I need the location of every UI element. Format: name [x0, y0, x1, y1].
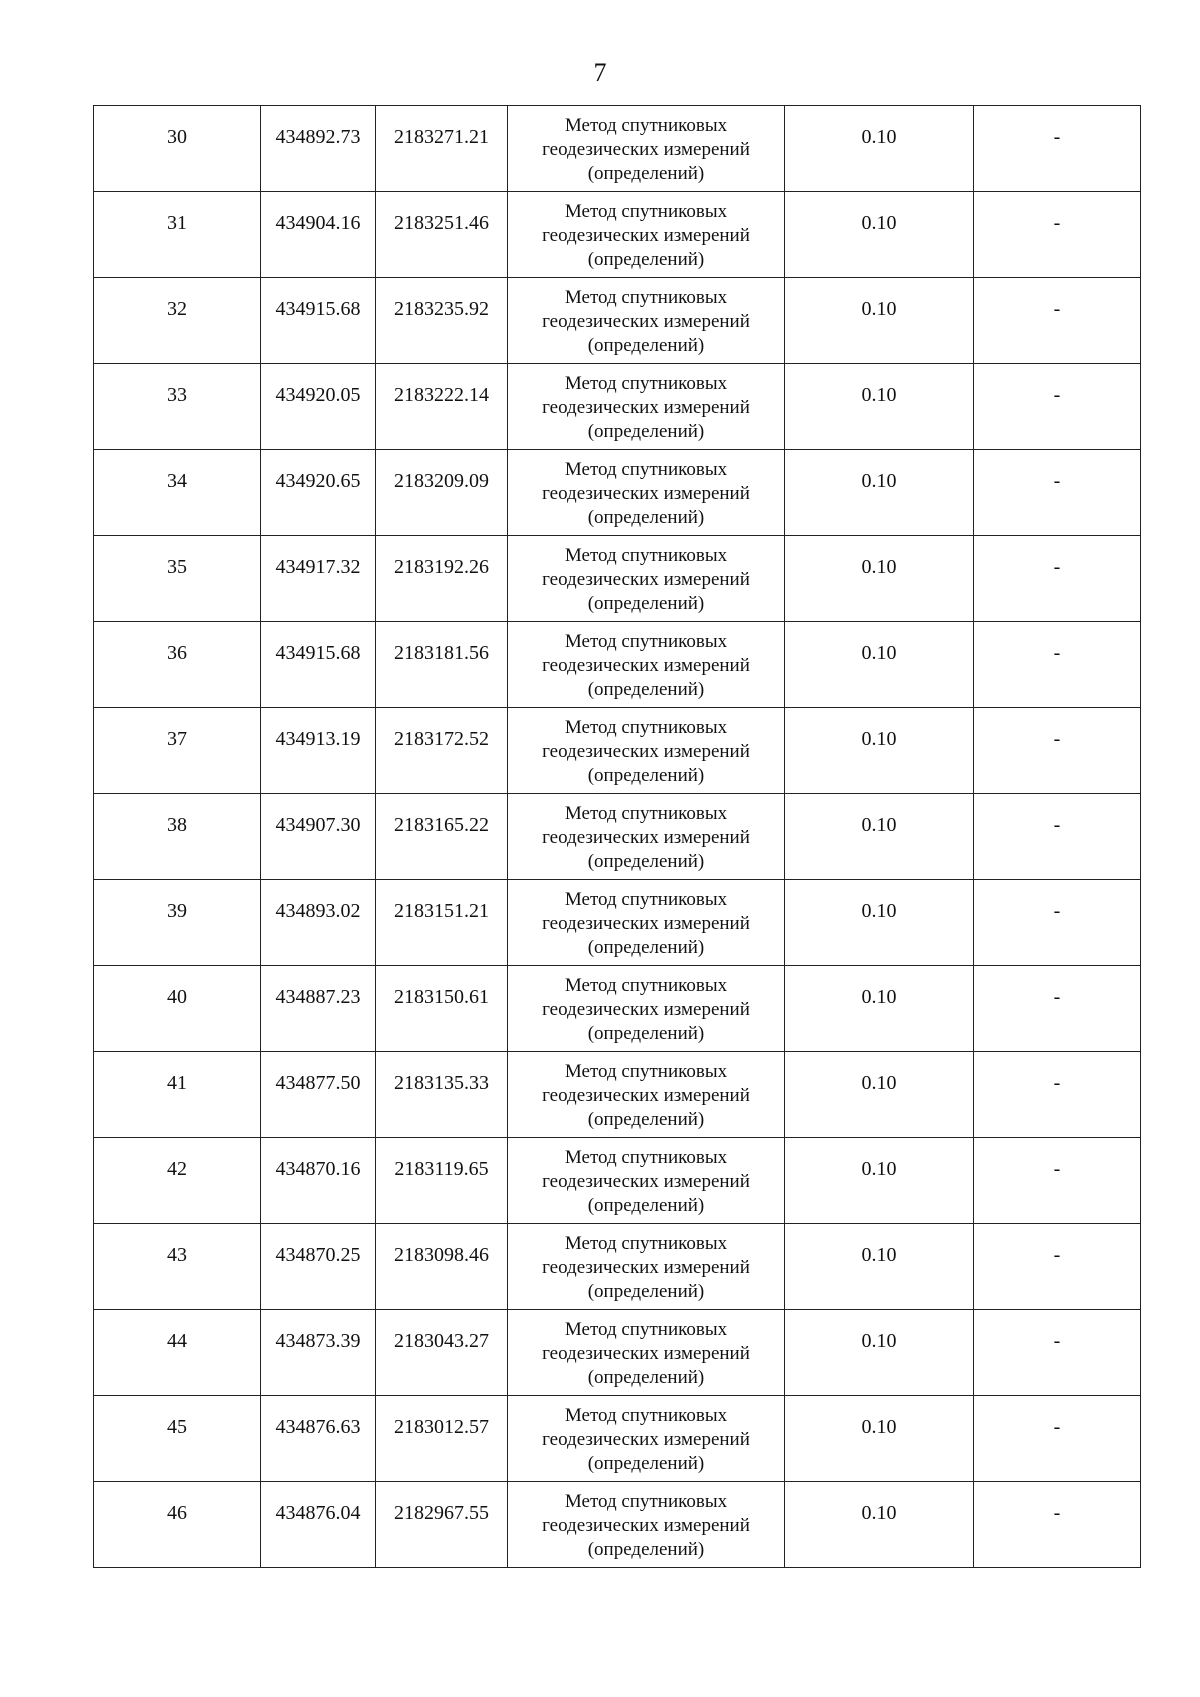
method-line: Метод спутниковых [564, 1146, 728, 1168]
point-number-cell-text: 46 [167, 1501, 187, 1524]
point-number-cell [94, 278, 261, 364]
coordinate-x-cell-text: 434893.02 [275, 899, 361, 922]
table-row [94, 1138, 1141, 1224]
note-cell [974, 192, 1141, 278]
note-cell [974, 278, 1141, 364]
coordinate-x-cell-text: 434877.50 [275, 1071, 361, 1094]
accuracy-cell-text: 0.10 [861, 1501, 897, 1524]
method-cell [508, 794, 785, 880]
coordinate-y-cell [376, 1052, 508, 1138]
coordinate-x-cell [261, 450, 376, 536]
method-line: геодезических измерений [542, 826, 750, 848]
note-cell-text: - [1053, 125, 1061, 148]
method-cell [508, 1396, 785, 1482]
method-cell [508, 880, 785, 966]
accuracy-cell [785, 450, 974, 536]
coordinate-y-cell-text: 2183222.14 [394, 383, 489, 406]
coordinate-y-cell-text: 2183098.46 [394, 1243, 489, 1266]
coordinate-x-cell-text: 434870.25 [275, 1243, 361, 1266]
method-line: Метод спутниковых [564, 544, 728, 566]
point-number-cell-text: 39 [167, 899, 187, 922]
note-cell-text: - [1053, 899, 1061, 922]
page-number: 7 [593, 58, 607, 87]
method-line: (определений) [587, 678, 705, 700]
note-cell-text: - [1053, 1415, 1061, 1438]
coordinate-x-cell-text: 434887.23 [275, 985, 361, 1008]
accuracy-cell [785, 536, 974, 622]
table-row [94, 1396, 1141, 1482]
point-number-cell-text: 42 [167, 1157, 187, 1180]
method-line: геодезических измерений [542, 1084, 750, 1106]
coordinate-x-cell [261, 1224, 376, 1310]
coordinate-y-cell-text: 2183151.21 [394, 899, 489, 922]
coordinate-x-cell-text: 434892.73 [275, 125, 361, 148]
accuracy-cell-text: 0.10 [861, 727, 897, 750]
table-row [94, 794, 1141, 880]
coordinate-y-cell-text: 2183119.65 [394, 1157, 489, 1180]
coordinate-x-cell [261, 880, 376, 966]
point-number-cell-text: 30 [167, 125, 187, 148]
table-row [94, 364, 1141, 450]
point-number-cell-text: 38 [167, 813, 187, 836]
note-cell [974, 708, 1141, 794]
coordinate-y-cell [376, 536, 508, 622]
table-row [94, 1052, 1141, 1138]
table-row [94, 536, 1141, 622]
method-line: (определений) [587, 1452, 705, 1474]
point-number-cell [94, 1224, 261, 1310]
accuracy-cell [785, 1482, 974, 1568]
method-cell [508, 106, 785, 192]
coordinate-y-cell [376, 1310, 508, 1396]
coordinate-x-cell-text: 434873.39 [275, 1329, 361, 1352]
method-line: геодезических измерений [542, 1428, 750, 1450]
point-number-cell-text: 35 [167, 555, 187, 578]
coordinate-y-cell [376, 450, 508, 536]
method-line: Метод спутниковых [564, 372, 728, 394]
coordinate-x-cell [261, 1138, 376, 1224]
method-line: геодезических измерений [542, 482, 750, 504]
method-line: (определений) [587, 420, 705, 442]
method-line: геодезических измерений [542, 224, 750, 246]
coordinate-y-cell-text: 2183271.21 [394, 125, 489, 148]
note-cell-text: - [1053, 727, 1061, 750]
table-row [94, 450, 1141, 536]
accuracy-cell [785, 794, 974, 880]
point-number-cell [94, 1482, 261, 1568]
point-number-cell [94, 450, 261, 536]
coordinate-y-cell-text: 2183209.09 [394, 469, 489, 492]
coordinate-x-cell-text: 434920.65 [275, 469, 361, 492]
coordinate-y-cell [376, 1138, 508, 1224]
method-line: геодезических измерений [542, 396, 750, 418]
method-cell [508, 1138, 785, 1224]
method-line: Метод спутниковых [564, 974, 728, 996]
table-row [94, 1310, 1141, 1396]
accuracy-cell-text: 0.10 [861, 813, 897, 836]
accuracy-cell [785, 278, 974, 364]
note-cell-text: - [1053, 1501, 1061, 1524]
note-cell-text: - [1053, 641, 1061, 664]
point-number-cell-text: 44 [167, 1329, 187, 1352]
note-cell [974, 966, 1141, 1052]
accuracy-cell-text: 0.10 [861, 125, 897, 148]
note-cell-text: - [1053, 297, 1061, 320]
accuracy-cell-text: 0.10 [861, 555, 897, 578]
accuracy-cell [785, 1396, 974, 1482]
coordinate-y-cell [376, 708, 508, 794]
note-cell [974, 1138, 1141, 1224]
note-cell [974, 1310, 1141, 1396]
coordinate-x-cell [261, 708, 376, 794]
note-cell [974, 794, 1141, 880]
coordinate-y-cell-text: 2182967.55 [394, 1501, 489, 1524]
coordinate-x-cell-text: 434876.63 [275, 1415, 361, 1438]
note-cell [974, 1224, 1141, 1310]
point-number-cell [94, 794, 261, 880]
point-number-cell-text: 43 [167, 1243, 187, 1266]
method-line: геодезических измерений [542, 1256, 750, 1278]
accuracy-cell-text: 0.10 [861, 641, 897, 664]
coordinate-y-cell [376, 192, 508, 278]
method-line: геодезических измерений [542, 1170, 750, 1192]
table-row [94, 278, 1141, 364]
method-line: Метод спутниковых [564, 114, 728, 136]
note-cell-text: - [1053, 1329, 1061, 1352]
point-number-cell [94, 1138, 261, 1224]
table-row [94, 622, 1141, 708]
method-line: (определений) [587, 334, 705, 356]
accuracy-cell [785, 364, 974, 450]
method-line: (определений) [587, 850, 705, 872]
accuracy-cell [785, 1052, 974, 1138]
method-line: (определений) [587, 1280, 705, 1302]
method-line: геодезических измерений [542, 568, 750, 590]
coordinate-x-cell [261, 622, 376, 708]
note-cell [974, 622, 1141, 708]
coordinate-y-cell-text: 2183135.33 [394, 1071, 489, 1094]
method-line: (определений) [587, 1366, 705, 1388]
coordinate-x-cell [261, 192, 376, 278]
point-number-cell-text: 32 [167, 297, 187, 320]
coordinate-y-cell-text: 2183251.46 [394, 211, 489, 234]
method-cell [508, 1482, 785, 1568]
accuracy-cell [785, 1138, 974, 1224]
note-cell [974, 536, 1141, 622]
method-line: геодезических измерений [542, 998, 750, 1020]
method-line: (определений) [587, 506, 705, 528]
coordinate-x-cell-text: 434913.19 [275, 727, 361, 750]
point-number-cell [94, 966, 261, 1052]
accuracy-cell [785, 622, 974, 708]
method-line: Метод спутниковых [564, 1404, 728, 1426]
coordinate-y-cell [376, 794, 508, 880]
note-cell-text: - [1053, 1157, 1061, 1180]
coordinate-y-cell [376, 622, 508, 708]
coordinate-x-cell-text: 434915.68 [275, 297, 361, 320]
accuracy-cell-text: 0.10 [861, 1157, 897, 1180]
method-line: Метод спутниковых [564, 286, 728, 308]
note-cell-text: - [1053, 383, 1061, 406]
method-line: геодезических измерений [542, 912, 750, 934]
coordinate-y-cell [376, 1482, 508, 1568]
method-line: Метод спутниковых [564, 888, 728, 910]
method-line: геодезических измерений [542, 310, 750, 332]
point-number-cell [94, 880, 261, 966]
coordinate-y-cell-text: 2183150.61 [394, 985, 489, 1008]
point-number-cell [94, 1396, 261, 1482]
coordinate-x-cell [261, 1396, 376, 1482]
method-line: Метод спутниковых [564, 1060, 728, 1082]
coordinate-y-cell [376, 278, 508, 364]
coordinate-x-cell [261, 794, 376, 880]
method-line: Метод спутниковых [564, 200, 728, 222]
accuracy-cell-text: 0.10 [861, 1071, 897, 1094]
table-row [94, 106, 1141, 192]
method-cell [508, 1310, 785, 1396]
coordinate-y-cell-text: 2183235.92 [394, 297, 489, 320]
method-cell [508, 278, 785, 364]
point-number-cell-text: 45 [167, 1415, 187, 1438]
table-row [94, 880, 1141, 966]
note-cell-text: - [1053, 211, 1061, 234]
note-cell [974, 1396, 1141, 1482]
coordinate-x-cell [261, 1482, 376, 1568]
point-number-cell-text: 33 [167, 383, 187, 406]
coordinate-y-cell-text: 2183043.27 [394, 1329, 489, 1352]
coordinate-y-cell-text: 2183172.52 [394, 727, 489, 750]
method-line: (определений) [587, 1022, 705, 1044]
accuracy-cell [785, 106, 974, 192]
note-cell-text: - [1053, 985, 1061, 1008]
note-cell-text: - [1053, 1243, 1061, 1266]
coordinate-x-cell [261, 1052, 376, 1138]
coordinate-x-cell-text: 434907.30 [275, 813, 361, 836]
coordinate-y-cell [376, 1396, 508, 1482]
point-number-cell-text: 36 [167, 641, 187, 664]
method-line: (определений) [587, 1194, 705, 1216]
note-cell [974, 1482, 1141, 1568]
method-cell [508, 536, 785, 622]
accuracy-cell-text: 0.10 [861, 899, 897, 922]
method-line: (определений) [587, 1108, 705, 1130]
accuracy-cell-text: 0.10 [861, 469, 897, 492]
method-line: (определений) [587, 764, 705, 786]
accuracy-cell [785, 1310, 974, 1396]
method-line: геодезических измерений [542, 1342, 750, 1364]
note-cell-text: - [1053, 813, 1061, 836]
note-cell-text: - [1053, 469, 1061, 492]
method-cell [508, 364, 785, 450]
table-row [94, 1224, 1141, 1310]
point-number-cell [94, 364, 261, 450]
coordinate-y-cell [376, 364, 508, 450]
method-cell [508, 192, 785, 278]
coordinate-x-cell [261, 106, 376, 192]
point-number-cell [94, 1310, 261, 1396]
coordinate-x-cell [261, 536, 376, 622]
coordinate-x-cell [261, 364, 376, 450]
point-number-cell [94, 708, 261, 794]
method-line: геодезических измерений [542, 740, 750, 762]
method-line: Метод спутниковых [564, 1490, 728, 1512]
coordinates-table-body [94, 106, 1141, 1568]
point-number-cell-text: 31 [167, 211, 187, 234]
point-number-cell [94, 536, 261, 622]
table-row [94, 192, 1141, 278]
accuracy-cell [785, 708, 974, 794]
note-cell [974, 880, 1141, 966]
coordinate-x-cell [261, 1310, 376, 1396]
point-number-cell [94, 106, 261, 192]
coordinates-table [93, 105, 1141, 1568]
method-line: Метод спутниковых [564, 630, 728, 652]
coordinate-x-cell-text: 434876.04 [275, 1501, 361, 1524]
method-cell [508, 450, 785, 536]
method-cell [508, 1224, 785, 1310]
method-line: геодезических измерений [542, 138, 750, 160]
table-row [94, 708, 1141, 794]
method-line: Метод спутниковых [564, 458, 728, 480]
point-number-cell-text: 37 [167, 727, 187, 750]
note-cell [974, 106, 1141, 192]
coordinate-y-cell-text: 2183012.57 [394, 1415, 489, 1438]
coordinate-x-cell-text: 434870.16 [275, 1157, 361, 1180]
accuracy-cell [785, 192, 974, 278]
method-line: Метод спутниковых [564, 1232, 728, 1254]
method-line: Метод спутниковых [564, 802, 728, 824]
accuracy-cell-text: 0.10 [861, 1243, 897, 1266]
method-cell [508, 708, 785, 794]
note-cell-text: - [1053, 1071, 1061, 1094]
note-cell [974, 1052, 1141, 1138]
coordinate-y-cell [376, 880, 508, 966]
method-line: (определений) [587, 1538, 705, 1560]
method-line: (определений) [587, 248, 705, 270]
accuracy-cell [785, 966, 974, 1052]
coordinate-x-cell-text: 434917.32 [275, 555, 361, 578]
coordinate-x-cell [261, 966, 376, 1052]
method-line: Метод спутниковых [564, 1318, 728, 1340]
note-cell-text: - [1053, 555, 1061, 578]
method-cell [508, 1052, 785, 1138]
method-line: (определений) [587, 936, 705, 958]
accuracy-cell-text: 0.10 [861, 383, 897, 406]
table-row [94, 966, 1141, 1052]
note-cell [974, 450, 1141, 536]
method-cell [508, 622, 785, 708]
accuracy-cell-text: 0.10 [861, 297, 897, 320]
coordinate-y-cell [376, 1224, 508, 1310]
coordinate-x-cell-text: 434920.05 [275, 383, 361, 406]
coordinate-x-cell-text: 434915.68 [275, 641, 361, 664]
coordinate-y-cell-text: 2183181.56 [394, 641, 489, 664]
method-line: геодезических измерений [542, 1514, 750, 1536]
coordinate-y-cell-text: 2183192.26 [394, 555, 489, 578]
point-number-cell-text: 41 [167, 1071, 187, 1094]
accuracy-cell-text: 0.10 [861, 1329, 897, 1352]
method-line: геодезических измерений [542, 654, 750, 676]
accuracy-cell [785, 1224, 974, 1310]
coordinate-x-cell-text: 434904.16 [275, 211, 361, 234]
accuracy-cell-text: 0.10 [861, 985, 897, 1008]
coordinate-y-cell-text: 2183165.22 [394, 813, 489, 836]
coordinate-y-cell [376, 966, 508, 1052]
method-line: (определений) [587, 162, 705, 184]
point-number-cell-text: 40 [167, 985, 187, 1008]
point-number-cell [94, 1052, 261, 1138]
accuracy-cell-text: 0.10 [861, 1415, 897, 1438]
table-row [94, 1482, 1141, 1568]
accuracy-cell [785, 880, 974, 966]
method-cell [508, 966, 785, 1052]
coordinate-y-cell [376, 106, 508, 192]
point-number-cell [94, 622, 261, 708]
note-cell [974, 364, 1141, 450]
accuracy-cell-text: 0.10 [861, 211, 897, 234]
point-number-cell [94, 192, 261, 278]
coordinate-x-cell [261, 278, 376, 364]
method-line: (определений) [587, 592, 705, 614]
point-number-cell-text: 34 [167, 469, 187, 492]
method-line: Метод спутниковых [564, 716, 728, 738]
